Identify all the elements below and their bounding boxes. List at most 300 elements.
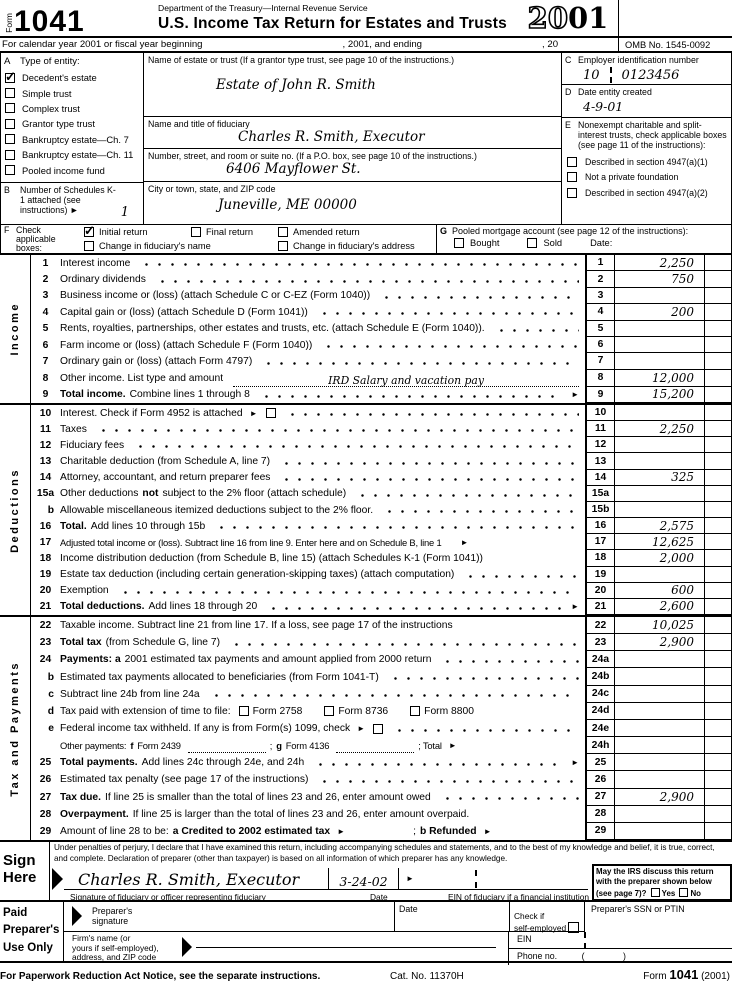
omb-number: OMB No. 1545-0092 [618,38,732,51]
cents-2 [705,271,732,287]
dot-leader [154,271,579,287]
line-number-24h [31,737,60,754]
preparer-signature-cell[interactable] [64,902,394,932]
box-e-label: Nonexempt charitable and split-interest trusts, check applicable boxes (see page 11 of the instructions): [578,120,727,150]
firm-label-2: yours if self-employed), [72,942,159,953]
footer-form-number: 1041 [669,967,699,982]
amount-23[interactable] [615,634,705,651]
box-c-letter: C [565,55,572,65]
line-number-8: 8 [42,372,49,384]
line-text-bold: Total. [60,520,87,532]
ein-caption: EIN of fiduciary if a financial institution [448,892,590,902]
paid-preparer-label [0,902,64,961]
form-line-27 [31,789,732,806]
signature-date-value: 3-24-02 [339,874,388,889]
line-text: Form 8736 [338,705,389,717]
checkbox-simple-trust[interactable] [5,88,15,98]
line-number-box-14: 14 [585,470,615,486]
cents-18 [705,550,732,566]
line-text: ; [269,740,273,752]
preparer-signature-arrow-icon [72,906,82,926]
amount-9[interactable] [615,387,705,403]
line-number-12: 12 [39,439,52,451]
amount-24e[interactable] [615,720,705,737]
line-description-15b [60,502,585,518]
sign-here-label [0,842,50,900]
box-b-label: Number of Schedules K-1 attached (see instructions) ► [20,185,116,215]
amount-value-22: 10,025 [652,618,694,633]
line-text: ; [413,825,416,837]
amount-22[interactable] [615,617,705,634]
tax-year [518,0,618,36]
signature-date-field[interactable] [328,868,398,889]
form-line-24h [31,737,732,754]
cents-27 [705,789,732,806]
cents-28 [705,806,732,823]
checkbox-bankruptcy-estate-ch-11[interactable] [5,150,15,160]
cents-10 [705,405,732,421]
preparer-signature-label-1: Preparer's [92,906,133,916]
box-b-letter: B [4,185,10,195]
paid-preparer-label-line: Preparer's [3,924,60,937]
line-description-20 [60,583,585,599]
checkbox-change-in-fiduciary-s-address[interactable] [278,241,288,251]
cents-17 [705,534,732,550]
amount-5[interactable] [615,321,705,337]
amount-value-1: 2,250 [659,255,694,270]
line-text: Farm income or (loss) (attach Schedule F (Form 1040)) [60,339,313,351]
form-line-10 [31,405,732,421]
return-type-label: Change in fiduciary's address [293,241,415,251]
return-type-change-in-fiduciary-s-name [84,241,211,251]
checkbox-sold[interactable] [527,238,537,248]
line-description-13 [60,453,585,469]
amount-20[interactable] [615,583,705,599]
estate-name-value[interactable]: Estate of John R. Smith [216,77,376,93]
line-number-box-15b: 15b [585,502,615,518]
line-text-bold: Overpayment. [60,808,129,820]
fiduciary-ein-field[interactable] [398,868,588,889]
box-f-label-line: Check [16,225,41,235]
sign-here-section [0,840,732,900]
form-line-14 [31,470,732,486]
form-line-13 [31,453,732,469]
cents-22 [705,617,732,634]
line-number-box-12: 12 [585,437,615,453]
line-text: Estimated tax payments allocated to beneficiaries (from Form 1041-T) [60,671,379,683]
form-line-20 [31,583,732,599]
irs-discuss-yes-checkbox[interactable] [651,888,660,897]
date-created-value[interactable]: 4-9-01 [583,99,624,114]
amount-2[interactable] [615,271,705,287]
line-number-box-2: 2 [585,271,615,287]
amount-1[interactable] [615,255,705,271]
irs-discuss-no-checkbox[interactable] [679,888,688,897]
footer-form-word: Form [643,971,667,982]
ein-prefix-value[interactable]: 10 [583,67,600,83]
form-line-8 [31,370,732,387]
fiduciary-signature-field[interactable] [64,868,328,889]
amount-16[interactable] [615,518,705,534]
line-text: Other deductions [60,488,139,500]
form-line-5 [31,321,732,337]
dot-leader [284,405,580,421]
firm-name-line [196,947,496,948]
line-description-24b [60,668,585,685]
form-line-6 [31,337,732,353]
dot-leader [213,518,579,534]
box-g-letter: G [440,226,448,236]
line-number-4: 4 [42,306,49,318]
line-number-24e: e [48,723,54,735]
amount-19[interactable] [615,567,705,583]
amount-15b[interactable] [615,502,705,518]
self-employed-cell [509,902,584,932]
preparer-phone-cell[interactable] [509,949,732,965]
amount-value-16: 2,575 [659,518,694,533]
dot-leader [462,567,579,583]
amount-4[interactable] [615,304,705,320]
line-number-box-1: 1 [585,255,615,271]
return-type-final-return [191,227,253,237]
form-line-28 [31,806,732,823]
nonexempt-described-in-section-4947-a-2 [565,185,728,201]
line-text: subject to the 2% floor (attach schedule) [162,488,347,500]
line-text-bold: Total tax [60,637,102,649]
checkbox-complex-trust[interactable] [5,103,15,113]
cents-16 [705,518,732,534]
line-number-18: 18 [39,552,52,564]
arrow-icon: ► [357,724,366,734]
irs-discuss-no-label: No [690,888,701,898]
preparer-ssn-cell[interactable] [584,902,732,932]
amount-29[interactable] [615,823,705,840]
nonexempt-options [565,154,728,201]
checkbox-described-in-section-4947-a-1[interactable] [567,157,577,167]
perjury-statement: Under penalties of perjury, I declare that I have examined this return, including accompanying schedules and statements, and to the best of my knowledge and belief, it is true, correct, and complete. Declaration of preparer (other than taxpayer) is based on all information of which preparer has any knowledge. [54,843,715,863]
section-rows [31,255,732,403]
line-description-24h [60,737,585,754]
line-text: Allowable miscellaneous itemized deductions subject to the 2% floor. [60,504,374,516]
amount-value-2: 750 [671,272,694,287]
checkbox-final-return[interactable] [191,227,201,237]
mortgage-date-label: Date: [590,238,613,248]
amount-15a[interactable] [615,486,705,502]
line-text: ; Total [418,740,442,752]
amount-24d[interactable] [615,703,705,720]
ein-dashed-line [475,870,477,888]
line-text: Ordinary dividends [60,274,146,286]
entity-type-bankruptcy-estate-ch-7 [4,132,141,147]
form-line-2 [31,271,732,287]
cents-5 [705,321,732,337]
ein-dashed-divider [610,67,612,83]
signature-arrow-icon [52,868,63,890]
form-line-24b [31,668,732,685]
line-number-6: 6 [42,339,49,351]
line-number-box-27: 27 [585,789,615,806]
amount-value-17: 12,625 [652,534,694,549]
entity-type-label: Grantor type trust [22,118,95,130]
line-text: Business income or (loss) (attach Schedule C or C-EZ (Form 1040)) [60,290,371,302]
signature-area [50,842,732,900]
amount-12[interactable] [615,437,705,453]
box-f-label-block [1,225,81,253]
dot-leader [117,583,579,599]
amount-3[interactable] [615,288,705,304]
amount-18[interactable] [615,550,705,566]
line-number-29: 29 [39,825,52,837]
form-line-24a [31,651,732,668]
line-text-bold: b Refunded [419,825,477,837]
line-number-16: 16 [39,520,52,532]
line-number-box-4: 4 [585,304,615,320]
line-description-28 [60,806,585,823]
checkbox-decedent-s-estate[interactable] [5,73,15,83]
inline-checkbox-line-24e[interactable] [373,724,383,734]
footer-form-year: (2001) [701,971,730,982]
line-description-15a [60,486,585,502]
line-text-bold: Payments: a [60,654,121,666]
line-number-box-7: 7 [585,353,615,369]
line-number-box-28: 28 [585,806,615,823]
checkbox-described-in-section-4947-a-2[interactable] [567,188,577,198]
line-number-24c: c [48,688,54,700]
entity-type-options [4,70,141,178]
arrow-icon: ► [337,826,346,836]
checkbox-bankruptcy-estate-ch-7[interactable] [5,134,15,144]
line-text: Fiduciary fees [60,439,125,451]
form-line-23 [31,634,732,651]
other-income-type-value: IRD Salary and vacation pay [328,373,484,387]
dot-leader [316,771,579,788]
checkbox-pooled-income-fund[interactable] [5,165,15,175]
section-label-tax-and-payments: Tax and Payments [0,617,31,840]
paid-preparer-label-line: Use Only [3,941,53,954]
checkbox-grantor-type-trust[interactable] [5,119,15,129]
street-value[interactable]: 6406 Mayflower St. [226,161,361,177]
paid-preparer-label-line: Paid [3,907,28,919]
firm-label-3: address, and ZIP code [72,952,157,963]
line-number-box-26: 26 [585,771,615,788]
line-description-8 [60,370,585,387]
dot-leader [381,502,579,518]
amount-24b[interactable] [615,668,705,685]
inline-checkbox-line-24d[interactable] [239,706,249,716]
line-description-5 [60,321,585,337]
line-text-bold: a Credited to 2002 estimated tax [172,825,331,837]
line-description-24e [60,720,585,737]
nonexempt-described-in-section-4947-a-1 [565,154,728,170]
box-g-options [454,238,731,248]
schedules-k1-count[interactable]: 1 [120,205,129,220]
box-g-label: Pooled mortgage account (see page 12 of the instructions): [452,226,689,236]
line-number-20: 20 [39,585,52,597]
entity-type-bankruptcy-estate-ch-11 [4,147,141,162]
line-description-4 [60,304,585,320]
line-description-11 [60,421,585,437]
checkbox-amended-return[interactable] [278,227,288,237]
form-line-25 [31,754,732,771]
dot-leader [387,668,579,685]
form-line-21 [31,599,732,615]
amount-24h[interactable] [615,737,705,754]
fg-row [0,225,732,255]
cents-6 [705,337,732,353]
cents-24e [705,720,732,737]
amount-14[interactable] [615,470,705,486]
line-number-box-25: 25 [585,754,615,771]
cde-column [562,53,731,224]
line-text: Exemption [60,585,109,597]
amount-21[interactable] [615,599,705,615]
inline-checkbox-line-10[interactable] [266,408,276,418]
return-type-label: Change in fiduciary's name [99,241,211,251]
fiduciary-label: Name and title of fiduciary [148,119,250,129]
form-line-24e [31,720,732,737]
form-line-4 [31,304,732,320]
dotted-entry-field[interactable] [188,742,266,753]
amount-10[interactable] [615,405,705,421]
box-f-letter: F [4,225,10,235]
arrow-icon: ► [571,758,579,768]
line-description-10 [60,405,585,421]
cents-25 [705,754,732,771]
line-number-box-11: 11 [585,421,615,437]
entity-type-label: Simple trust [22,87,72,99]
box-f-label [16,226,56,253]
cents-21 [705,599,732,615]
amount-value-27: 2,900 [659,789,694,804]
line-number-box-19: 19 [585,567,615,583]
dot-leader [260,353,579,369]
preparer-date-cell[interactable] [394,902,509,932]
line-number-15a: 15a [36,488,55,500]
firm-name-cell[interactable] [64,932,509,965]
amount-26[interactable] [615,771,705,788]
box-g-section [436,225,731,253]
box-e-letter: E [565,120,571,130]
line-number-box-17: 17 [585,534,615,550]
fiduciary-value[interactable]: Charles R. Smith, Executor [238,129,425,145]
line-number-box-24e: 24e [585,720,615,737]
cents-29 [705,823,732,840]
self-employed-label-2: self-employed [514,922,567,933]
checkbox-change-in-fiduciary-s-name[interactable] [84,241,94,251]
amount-25[interactable] [615,754,705,771]
form-number: 1041 [14,4,85,38]
cents-15a [705,486,732,502]
department-line: Department of the Treasury—Internal Revenue Service [158,3,368,13]
section-deductions [0,403,732,615]
dot-leader [354,486,579,502]
dotted-entry-field[interactable] [336,742,414,753]
amount-8[interactable] [615,370,705,387]
city-value[interactable]: Juneville, ME 00000 [218,197,357,213]
cents-24c [705,686,732,703]
amount-28[interactable] [615,806,705,823]
amount-11[interactable] [615,421,705,437]
form-line-18 [31,550,732,566]
amount-13[interactable] [615,453,705,469]
section-rows [31,617,732,840]
name-address-column [144,53,562,224]
inline-checkbox-line-24d[interactable] [410,706,420,716]
amount-24a[interactable] [615,651,705,668]
checkbox-not-a-private-foundation[interactable] [567,172,577,182]
form-footer [0,963,732,982]
box-a-letter: A [4,56,11,67]
irs-discuss-box [592,864,732,901]
preparer-ein-label: EIN [517,934,532,944]
checkbox-initial-return[interactable] [84,227,94,237]
box-d-letter: D [565,87,572,97]
amount-value-14: 325 [671,470,694,485]
mortgage-bought-label: Bought [470,238,500,248]
cents-24b [705,668,732,685]
amount-value-18: 2,000 [659,550,694,565]
form-line-24d [31,703,732,720]
line-text-bold: Total payments. [60,757,138,769]
line-number-24d: d [47,705,54,717]
inline-checkbox-line-24d[interactable] [324,706,334,716]
entity-type-section [1,53,143,182]
dot-leader [493,321,579,337]
amount-7[interactable] [615,353,705,369]
line-text-bold: Total deductions. [60,601,145,613]
nonexempt-label: Described in section 4947(a)(1) [585,156,708,167]
self-employed-label-1: Check if [514,911,545,921]
line-number-27: 27 [39,791,52,803]
entity-type-decedent-s-estate [4,70,141,85]
entity-block [0,53,732,225]
firm-arrow-icon [182,937,192,957]
amount-6[interactable] [615,337,705,353]
ein-suffix-value[interactable]: 0123456 [621,67,680,83]
amount-17[interactable] [615,534,705,550]
preparer-signature-label-2: signature [92,916,129,926]
line-text: If line 25 is smaller than the total of lines 23 and 26, enter amount owed [105,791,431,803]
schedules-k1-section [1,182,143,224]
line-number-23: 23 [39,637,52,649]
line-number-17: 17 [39,536,52,548]
entity-type-label: Bankruptcy estate—Ch. 7 [22,133,129,145]
form-line-15b [31,502,732,518]
checkbox-bought[interactable] [454,238,464,248]
amount-24c[interactable] [615,686,705,703]
form-line-16 [31,518,732,534]
city-label: City or town, state, and ZIP code [148,184,276,194]
paid-preparer-grid [64,902,732,961]
line-number-26: 26 [39,774,52,786]
paperwork-notice: For Paperwork Reduction Act Notice, see the separate instructions. [0,971,321,982]
cents-24h [705,737,732,754]
other-income-type-field[interactable] [233,374,579,387]
return-type-initial-return [84,227,148,237]
line-description-7 [60,353,585,369]
line-number-box-24h: 24h [585,737,615,754]
line-number-3: 3 [42,290,49,302]
entity-type-label: Decedent's estate [22,72,97,84]
amount-27[interactable] [615,789,705,806]
calendar-mid: , 2001, and ending [342,39,423,50]
preparer-ein-cell[interactable] [509,932,732,949]
line-number-15b: b [47,504,54,516]
cents-15b [705,502,732,518]
line-text: Amount of line 28 to be: [60,825,169,837]
dot-leader [439,789,579,806]
nonexempt-label: Described in section 4947(a)(2) [585,187,708,198]
